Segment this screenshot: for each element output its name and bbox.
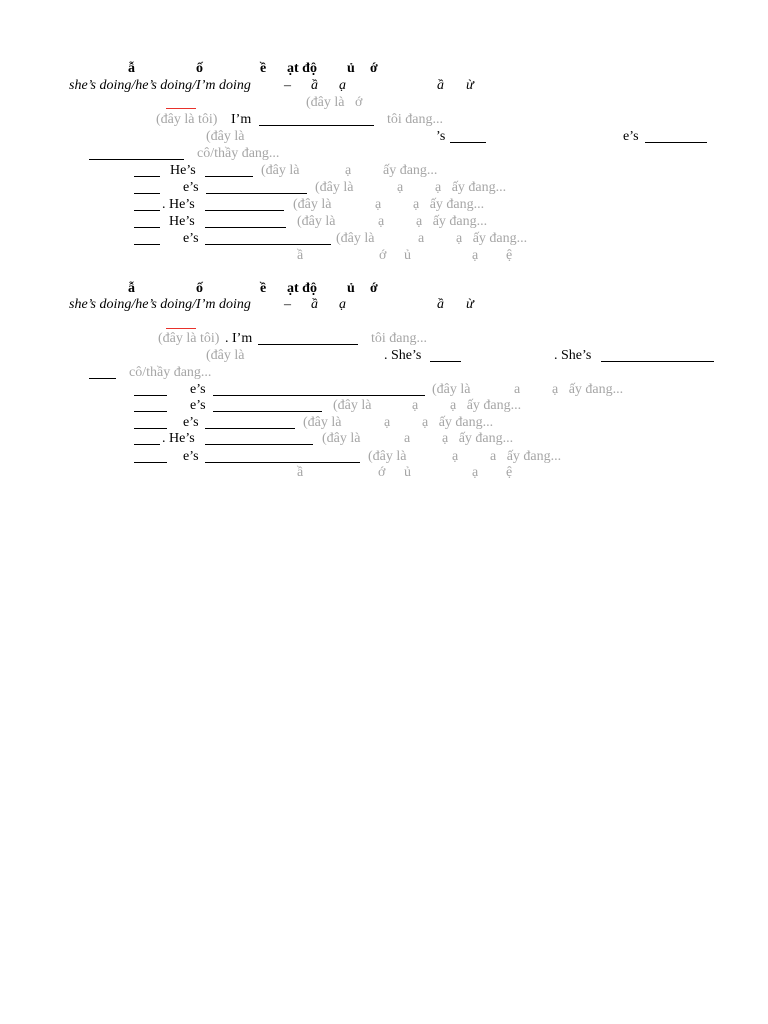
hint-text: ạ ấy đang... bbox=[456, 231, 528, 246]
hint-text: cô/thầy đang... bbox=[197, 146, 280, 161]
exercise-item bbox=[0, 414, 768, 431]
title-fragment: ố bbox=[196, 281, 203, 296]
hint-text: ạ ấy đang... bbox=[416, 214, 488, 229]
hint-text: (đây là bbox=[432, 382, 471, 397]
subtitle-text: she’s doing/he’s doing/I’m doing bbox=[69, 297, 251, 312]
title-fragment: ạt độ bbox=[287, 61, 317, 76]
footer-mark: ớ bbox=[378, 465, 386, 480]
hint-mark: a bbox=[404, 431, 411, 446]
subtitle-mark: ừ bbox=[466, 297, 474, 312]
answer-blank[interactable] bbox=[213, 411, 322, 412]
title-fragment: ạt độ bbox=[287, 281, 317, 296]
answer-blank[interactable] bbox=[430, 361, 461, 362]
hint-text: ạ ấy đang... bbox=[413, 197, 485, 212]
prompt-text: . I’m bbox=[225, 331, 253, 346]
example-blank bbox=[166, 328, 196, 329]
footer-mark: ầ bbox=[297, 248, 304, 263]
prompt-text: e’s bbox=[623, 129, 639, 144]
hint-text: cô/thầy đang... bbox=[129, 365, 212, 380]
exercise-item bbox=[0, 213, 768, 230]
number-blank[interactable] bbox=[134, 244, 160, 245]
number-blank[interactable] bbox=[134, 395, 167, 396]
subtitle-mark: ạ bbox=[339, 78, 346, 93]
number-blank[interactable] bbox=[134, 411, 167, 412]
footer-mark: ầ bbox=[297, 465, 304, 480]
answer-blank[interactable] bbox=[601, 361, 714, 362]
prompt-text: I’m bbox=[231, 112, 252, 127]
prompt-text: . She’s bbox=[554, 348, 592, 363]
prompt-text: e’s bbox=[190, 382, 206, 397]
section-subtitle bbox=[0, 296, 768, 313]
example-blank bbox=[166, 108, 196, 109]
answer-blank[interactable] bbox=[258, 344, 358, 345]
title-fragment: ớ bbox=[370, 61, 378, 76]
exercise-item bbox=[0, 448, 768, 465]
exercise-row-3 bbox=[0, 364, 768, 381]
footer-line bbox=[0, 464, 768, 481]
hint-mark: ạ bbox=[375, 197, 382, 212]
hint-mark: ạ bbox=[397, 180, 404, 195]
exercise-item bbox=[0, 381, 768, 398]
hint-text: ạ ấy đang... bbox=[450, 398, 522, 413]
prompt-text: e’s bbox=[183, 180, 199, 195]
number-blank[interactable] bbox=[134, 444, 160, 445]
gloss-text: tôi đang... bbox=[387, 112, 443, 127]
prompt-text: . He’s bbox=[162, 431, 195, 446]
subtitle-mark: ừ bbox=[466, 78, 474, 93]
title-fragment: ố bbox=[196, 61, 203, 76]
exercise-item bbox=[0, 430, 768, 447]
title-fragment: ề bbox=[260, 61, 267, 76]
hint-mark: ạ bbox=[345, 163, 352, 178]
footer-mark: ệ bbox=[506, 248, 513, 263]
answer-blank[interactable] bbox=[206, 193, 307, 194]
answer-blank[interactable] bbox=[205, 444, 313, 445]
hint-text: a ấy đang... bbox=[490, 449, 562, 464]
subtitle-mark: ầ bbox=[311, 297, 318, 312]
number-blank[interactable] bbox=[134, 428, 167, 429]
answer-blank[interactable] bbox=[205, 244, 331, 245]
exercise-item bbox=[0, 196, 768, 213]
answer-blank[interactable] bbox=[89, 378, 116, 379]
title-fragment: ớ bbox=[370, 281, 378, 296]
exercise-item bbox=[0, 162, 768, 179]
hint-text: (đây là bbox=[368, 449, 407, 464]
footer-mark: ủ bbox=[404, 465, 411, 480]
prompt-text: ’s bbox=[436, 129, 446, 144]
section-subtitle bbox=[0, 77, 768, 94]
example-line bbox=[0, 314, 768, 331]
answer-blank[interactable] bbox=[213, 395, 425, 396]
hint-text: (đây là tôi) bbox=[156, 112, 218, 127]
prompt-text: e’s bbox=[190, 398, 206, 413]
title-fragment: ề bbox=[260, 281, 267, 296]
subtitle-dash: – bbox=[284, 297, 291, 312]
number-blank[interactable] bbox=[134, 193, 160, 194]
hint-text: (đây là bbox=[315, 180, 354, 195]
subtitle-mark: ầ bbox=[437, 78, 444, 93]
title-fragment: ủ bbox=[347, 281, 355, 296]
exercise-row-1 bbox=[0, 330, 768, 347]
hint-mark: ạ bbox=[378, 214, 385, 229]
subtitle-dash: – bbox=[284, 78, 291, 93]
exercise-item bbox=[0, 179, 768, 196]
section-title bbox=[0, 60, 768, 77]
gloss-text: tôi đang... bbox=[371, 331, 427, 346]
exercise-row-2 bbox=[0, 347, 768, 364]
hint-text: (đây là tôi) bbox=[158, 331, 220, 346]
subtitle-mark: ầ bbox=[437, 297, 444, 312]
answer-blank[interactable] bbox=[205, 462, 360, 463]
footer-mark: ạ bbox=[472, 248, 479, 263]
answer-blank[interactable] bbox=[259, 125, 374, 126]
prompt-text: He’s bbox=[169, 214, 195, 229]
hint-text: ấy đang... bbox=[383, 163, 438, 178]
footer-mark: ủ bbox=[404, 248, 411, 263]
hint-mark: ạ bbox=[412, 398, 419, 413]
hint-mark: a bbox=[514, 382, 521, 397]
prompt-text: e’s bbox=[183, 231, 199, 246]
exercise-row-2 bbox=[0, 128, 768, 145]
example-hint: (đây là ớ bbox=[306, 95, 363, 110]
hint-text: (đây là bbox=[206, 348, 245, 363]
footer-line bbox=[0, 247, 768, 264]
answer-blank[interactable] bbox=[450, 142, 486, 143]
example-line bbox=[0, 94, 768, 111]
prompt-text: e’s bbox=[183, 415, 199, 430]
hint-text: (đây là bbox=[322, 431, 361, 446]
number-blank[interactable] bbox=[134, 176, 160, 177]
answer-blank[interactable] bbox=[645, 142, 707, 143]
prompt-text: He’s bbox=[170, 163, 196, 178]
answer-blank[interactable] bbox=[89, 159, 184, 160]
hint-text: (đây là bbox=[206, 129, 245, 144]
answer-blank[interactable] bbox=[205, 428, 295, 429]
footer-mark: ệ bbox=[506, 465, 513, 480]
exercise-row-1 bbox=[0, 111, 768, 128]
exercise-row-3 bbox=[0, 145, 768, 162]
footer-mark: ớ bbox=[379, 248, 387, 263]
prompt-text: . He’s bbox=[162, 197, 195, 212]
hint-mark: ạ bbox=[384, 415, 391, 430]
prompt-text: e’s bbox=[183, 449, 199, 464]
section-title bbox=[0, 280, 768, 297]
number-blank[interactable] bbox=[134, 462, 167, 463]
prompt-text: . She’s bbox=[384, 348, 422, 363]
answer-blank[interactable] bbox=[205, 210, 284, 211]
hint-text: (đây là bbox=[303, 415, 342, 430]
footer-mark: ạ bbox=[472, 465, 479, 480]
hint-mark: ạ bbox=[452, 449, 459, 464]
hint-text: (đây là bbox=[261, 163, 300, 178]
hint-text: ạ ấy đang... bbox=[422, 415, 494, 430]
answer-blank[interactable] bbox=[205, 176, 253, 177]
answer-blank[interactable] bbox=[205, 227, 286, 228]
number-blank[interactable] bbox=[134, 227, 160, 228]
exercise-item bbox=[0, 397, 768, 414]
hint-text: ạ ấy đang... bbox=[442, 431, 514, 446]
hint-text: ạ ấy đang... bbox=[435, 180, 507, 195]
hint-mark: a bbox=[418, 231, 425, 246]
hint-text: (đây là bbox=[336, 231, 375, 246]
hint-text: (đây là bbox=[297, 214, 336, 229]
title-fragment: ẫ bbox=[128, 61, 135, 76]
title-fragment: ủ bbox=[347, 61, 355, 76]
number-blank[interactable] bbox=[134, 210, 160, 211]
exercise-item bbox=[0, 230, 768, 247]
subtitle-mark: ầ bbox=[311, 78, 318, 93]
subtitle-text: she’s doing/he’s doing/I’m doing bbox=[69, 78, 251, 93]
hint-text: (đây là bbox=[333, 398, 372, 413]
title-fragment: ẫ bbox=[128, 281, 135, 296]
subtitle-mark: ạ bbox=[339, 297, 346, 312]
hint-text: (đây là bbox=[293, 197, 332, 212]
hint-text: ạ ấy đang... bbox=[552, 382, 624, 397]
